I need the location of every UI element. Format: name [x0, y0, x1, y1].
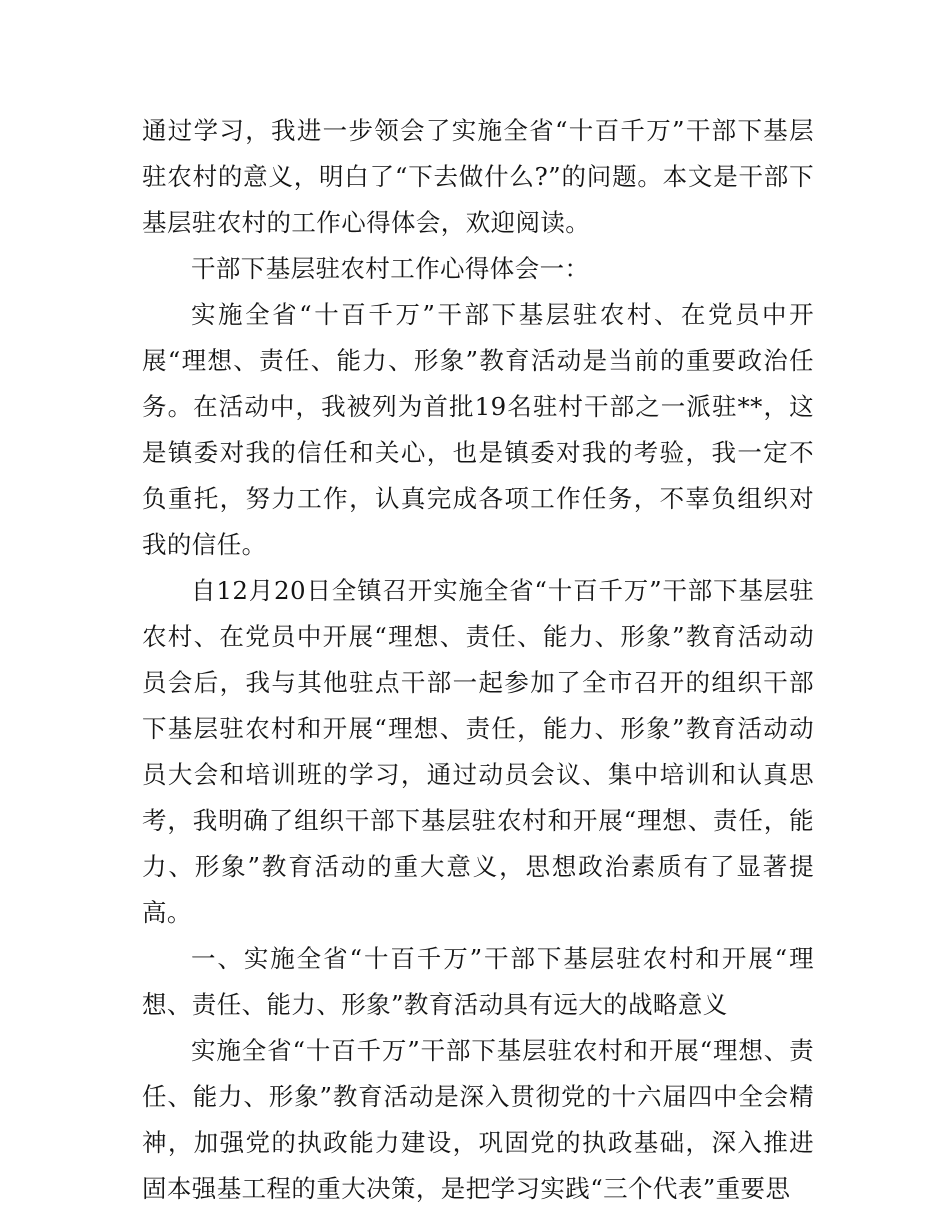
paragraph-body-3: 实施全省“十百千万”干部下基层驻农村和开展“理想、责任、能力、形象”教育活动是深入贯彻党的十六届四中全会精神，加强党的执政能力建设，巩固党的执政基础，深入推进固本强基工程的重大决策，是把学习实践“三个代表”重要思: [142, 1036, 814, 1203]
paragraph-heading-1: 干部下基层驻农村工作心得体会一：: [191, 254, 590, 283]
paragraph-body-2: 自12月20日全镇召开实施全省“十百千万”干部下基层驻农村、在党员中开展“理想、责任、能力、形象”教育活动动员会后，我与其他驻点干部一起参加了全市召开的组织干部下基层驻农村和开展“理想、责任，能力、形象”教育活动动员大会和培训班的学习，通过动员会议、集中培训和认真思考，我明确了组织干部下基层驻农村和开展“理想、责任，能力、形象”教育活动的重大意义，思想政治素质有了显著提高。: [142, 576, 814, 927]
document-body: [142, 108, 814, 1212]
paragraph-body-1: 实施全省“十百千万”干部下基层驻农村、在党员中开展“理想、责任、能力、形象”教育活动是当前的重要政治任务。在活动中，我被列为首批19名驻村干部之一派驻**，这是镇委对我的信任和关心，也是镇委对我的考验，我一定不负重托，努力工作，认真完成各项工作任务，不辜负组织对我的信任。: [142, 300, 814, 559]
paragraph-intro: 通过学习，我进一步领会了实施全省“十百千万”干部下基层驻农村的意义，明白了“下去做什么?”的问题。本文是干部下基层驻农村的工作心得体会，欢迎阅读。: [142, 116, 814, 237]
section-heading-1: 一、实施全省“十百千万”干部下基层驻农村和开展“理想、责任、能力、形象”教育活动具有远大的战略意义: [142, 944, 814, 1019]
